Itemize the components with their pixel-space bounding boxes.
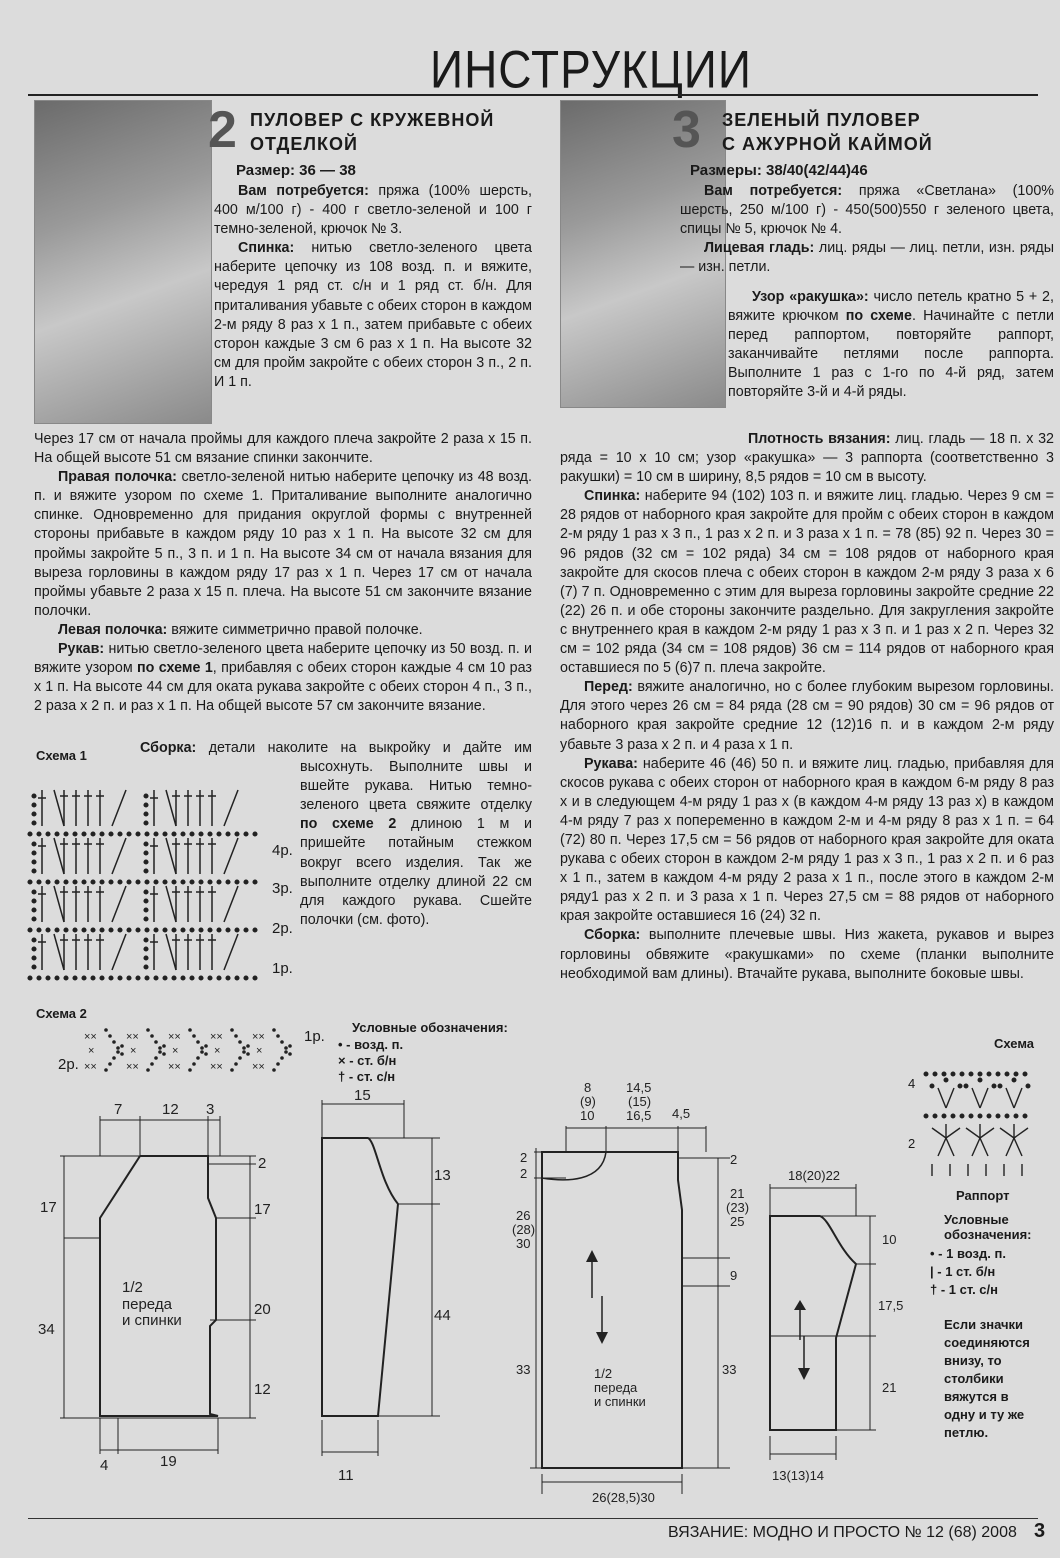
scheme-3-label: Схема: [994, 1036, 1035, 1051]
project-number-3: 3: [672, 101, 701, 159]
scheme-2-diagram: [84, 1020, 304, 1084]
svg-text:×: ×: [88, 1045, 95, 1057]
scheme-2-label: Схема 2: [36, 1006, 87, 1021]
pattern-3-half: 1/2: [594, 1366, 613, 1381]
p3-sleeve-label: Рукава:: [584, 755, 638, 772]
dim-16-5: 16,5: [626, 1108, 652, 1123]
dim-30: 30: [516, 1236, 531, 1251]
p3-density-text: лиц. гладь — 18 п. х 32 ряда = 10 х 10 см; узор «ракушка» — 3 раппорта (соответственно 3 ракушки) = 10 см в ширину, 8,5 рядов = 10 см в высоту.: [560, 431, 1054, 486]
assembly-label: Сборка:: [140, 740, 197, 756]
dim-sleeve-17-5: 17,5: [878, 1298, 904, 1313]
note-line-2: соединяются: [944, 1335, 1030, 1350]
assembly-text-2: длиною 1 м и пришейте потайным стежком вокруг всего изделия. Так же выполните отделку длиной 22 см для каждого рукава. Сшейте полочки (см. фото).: [300, 816, 532, 928]
p3-need-text: пряжа «Светлана» (100% шерсть, 250 м/100 г) - 450(500)550 г зеленого цвета, спицы № 5, крючок № 4.: [680, 183, 1054, 238]
dim-20: 20: [254, 1301, 271, 1318]
dim-sleeve-15: 15: [354, 1087, 371, 1104]
p3-assembly-label: Сборка:: [584, 927, 641, 944]
dim-4: 4: [100, 1457, 109, 1474]
back-label: Спинка:: [238, 240, 295, 257]
back-text: нитью светло-зеленого цвета наберите цепочку из 108 возд. п. и вяжите, чередуя 1 ряд ст. с/н и 1 ряд ст. б/н. Для приталивания убавьте с обеих сторон в каждом 2-м ряду 8 раз х 1 п., затем прибавьте с обеих сторон каждые 3 см 6 раз х 1 п. На высоте 32 см для пройм закройте с обеих сторон 3 п., 2 п. И 1 п.: [214, 240, 532, 390]
dim-3: 3: [206, 1101, 215, 1118]
footer-divider: [28, 1518, 1038, 1519]
pattern-3-back: и спинки: [594, 1394, 646, 1409]
dim-2: 2: [258, 1155, 267, 1172]
project-3-text-top: [680, 182, 1054, 277]
dim-sleeve-10: 10: [882, 1232, 897, 1247]
legend-2-title: Условные обозначения:: [352, 1020, 508, 1035]
p3-back-label: Спинка:: [584, 488, 641, 505]
dim-bottom-width: 26(28,5)30: [592, 1490, 655, 1505]
svg-text:××: ××: [210, 1031, 223, 1043]
scheme-2-row-1: 1р.: [304, 1028, 325, 1045]
p3-face-text: лиц. ряды — лиц. петли, изн. ряды — изн. петли.: [680, 240, 1054, 276]
scheme-1-row-2: 2р.: [272, 920, 293, 937]
sleeve-label: Рукав:: [58, 641, 105, 658]
scheme-3-row-4: 4: [908, 1076, 916, 1091]
legend-2-item-sc: × - ст. б/н: [338, 1053, 397, 1068]
dim-8: 8: [584, 1080, 592, 1095]
p3-back-text: наберите 94 (102) 103 п. и вяжите лиц. гладью. Через 9 см = 28 рядов от наборного края закройте для пройм с обеих сторон в каждом 2-м ряду 1 раз х 3 п., 1 раз х 2 п. и 3 раза х 1 п. = 78 (85) 92 п. Через 30 = 96 рядов (32 см = 102 ряда) 34 см = 108 рядов от наборного края закройте для скосов плеча с обеих сторон в каждом 2-м ряду 3 раза х 6 (7) 7 п. Одновременно с этим для выреза горловины закройте средние 22 (22) 26 п. и обе стороны закончите раздельно. Для закругления закройте с внутреннего края в каждом 2-м ряду 1 раз х 3 п. и 1 раз х 2 п. Через 32 см = 102 ряда (34 см = 108 рядов) 36 см = 114 рядов от наборного края оставшиеся по 5 (6)7 п. плеча закройте.: [560, 488, 1054, 677]
footer-publication: ВЯЗАНИЕ: МОДНО И ПРОСТО № 12 (68) 2008: [668, 1524, 1017, 1541]
dim-9: (9): [580, 1094, 596, 1109]
page-title: ИНСТРУКЦИИ: [430, 39, 752, 99]
right-front-text: светло-зеленой нитью наберите цепочку из 48 возд. п. и вяжите узором по схеме 1. Приталивание выполните аналогично спинке. Одновременно для придания округлой формы с внутренней стороны прибавьте в каждом ряду 10 раз х 1 п. На высоте 32 см для проймы закройте 5 п., 3 п. и 1 п. На высоте 34 см от начала вязания для выреза горловины в каждом ряду 17 раз х 1 п. Через 17 см от начала проймы убавьте 2 раза х 15 п. плеча. На высоте 51 см закончите вязание полочки.: [34, 469, 533, 619]
need-label: Вам потребуется:: [238, 183, 369, 199]
p3-need-label: Вам потребуется:: [704, 183, 843, 199]
p3-front-label: Перед:: [584, 679, 633, 696]
dim-33-left: 33: [516, 1362, 531, 1377]
scheme-1-row-1: 1р.: [272, 960, 293, 977]
project-2-text-top: [214, 182, 532, 392]
svg-text:×: ×: [256, 1045, 263, 1057]
project-3-title-line2: С АЖУРНОЙ КАЙМОЙ: [722, 134, 933, 154]
rapport-label: Раппорт: [956, 1188, 1010, 1203]
p3-shell-label: Узор «ракушка»:: [752, 289, 869, 305]
need-text: пряжа (100% шерсть, 400 м/100 г) - 400 г светло-зеленой и 100 г темно-зеленой, крючок № 3.: [214, 183, 532, 238]
dim-9-right: 9: [730, 1268, 738, 1283]
scheme-1-row-4: 4р.: [272, 842, 293, 859]
scheme-1-row-3: 3р.: [272, 880, 293, 897]
project-number-2: 2: [208, 101, 237, 159]
dim-2-right: 2: [730, 1152, 738, 1167]
note-line-5: вяжутся в: [944, 1389, 1009, 1404]
project-3-text-body: [560, 430, 1054, 984]
dim-sleeve-44: 44: [434, 1307, 451, 1324]
dim-23: (23): [726, 1200, 750, 1215]
pattern-3-body: [506, 1078, 750, 1505]
project-2-title-line1: ПУЛОВЕР С КРУЖЕВНОЙ: [250, 110, 495, 130]
dim-19: 19: [160, 1453, 177, 1470]
scheme-3-row-2: 2: [908, 1136, 916, 1151]
pattern-2-body: [30, 1098, 290, 1478]
p3-shell-text-2: . Начинайте с петли перед раппортом, повторяйте раппорт, заканчивайте петлями после раппорта. Выполните 1 раз с 1-го по 4-й ряд, затем повторяйте 3-й и 4-й ряды.: [728, 308, 1054, 401]
dim-sleeve-11: 11: [338, 1467, 354, 1484]
scheme-3-note: [944, 1316, 1030, 1442]
p3-sleeve-text: наберите 46 (46) 50 п. и вяжите лиц. гладью, прибавляя для скосов рукава с обеих сторон от наборного края в каждом 6-м ряду 8 раз х и в следующем 4-м ряду 1 раз х (в каждом 4-м ряду 13 раз х) в каждом 4-м ряду 7 раз х попеременно в каждом 2-м и 4-м ряду 8 раз х 1 п. = 64 (72) 80 п. Через 17,5 см = 56 рядов от наборного края закройте для оката рукава с обеих сторон в каждом 2-м ряду 1 раз х 3 п., 1 раз х 2 п. и 6 раз х 1 п., затем в каждом 4-м ряду 2 раза х 1 п., после этого в каждом 2-м ряду1 раз х 2 п. и 3 раза х 1 п. Через 27,5 см = 88 рядов от наборного края закройте оставшиеся 16 (24) 32 п.: [560, 755, 1054, 925]
legend-2-item-dc: † - ст. с/н: [338, 1069, 396, 1084]
page-number: 3: [1034, 1520, 1046, 1542]
svg-text:×: ×: [214, 1045, 221, 1057]
project-2-text-body: [34, 430, 532, 716]
svg-text:××: ××: [126, 1061, 139, 1073]
dim-15: (15): [628, 1094, 652, 1109]
legend-3-title: [944, 1212, 1032, 1242]
back-text-continued: Через 17 см от начала проймы для каждого плеча закройте 2 раза х 15 п. На общей высоте 51 см вязание спинки закончите.: [34, 431, 532, 467]
svg-text:××: ××: [252, 1031, 265, 1043]
dim-2-left: 2: [520, 1150, 528, 1165]
note-line-3: внизу, то: [944, 1353, 1002, 1368]
legend-3-item-dc: † - 1 ст. с/н: [930, 1282, 998, 1297]
sleeve-scheme-ref: по схеме 1: [137, 660, 213, 677]
dim-12b: 12: [254, 1381, 271, 1398]
svg-text:××: ××: [126, 1031, 139, 1043]
photo-pullover-lace: [34, 100, 212, 424]
dim-10: 10: [580, 1108, 595, 1123]
note-line-7: петлю.: [944, 1425, 989, 1440]
project-2-title: [250, 108, 494, 156]
project-3-title-line1: ЗЕЛЕНЫЙ ПУЛОВЕР: [722, 110, 921, 130]
svg-text:××: ××: [252, 1061, 265, 1073]
svg-text:××: ××: [210, 1061, 223, 1073]
project-2-size: Размер: 36 — 38: [236, 162, 356, 179]
left-front-text: вяжите симметрично правой полочке.: [167, 621, 423, 638]
dim-25: 25: [730, 1214, 745, 1229]
assembly-text: детали наколите на выкройку и дайте им высохнуть. Выполните швы и вшейте рукава. Нитью темно-зеленого цвета свяжите отделку: [196, 740, 532, 814]
dim-14-5: 14,5: [626, 1080, 652, 1095]
p3-assembly-text: выполните плечевые швы. Низ жакета, рукавов и вырез горловины обвяжите «ракушками» по схеме (планки выполните необходимой вам длины). Втачайте рукава, выполните боковые швы.: [560, 927, 1054, 982]
p3-shell-text: число петель кратно 5 + 2, вяжите крючком: [728, 289, 1054, 325]
dim-4-5: 4,5: [672, 1106, 691, 1121]
project-2-title-line2: ОТДЕЛКОЙ: [250, 134, 358, 154]
svg-text:××: ××: [168, 1061, 181, 1073]
dim-sleeve-18: 18(20)22: [788, 1168, 841, 1183]
project-3-size: Размеры: 38/40(42/44)46: [690, 162, 868, 179]
svg-text:××: ××: [168, 1031, 181, 1043]
dim-7: 7: [114, 1101, 123, 1118]
pattern-3-front: переда: [594, 1380, 638, 1395]
svg-text:××: ××: [84, 1061, 97, 1073]
sleeve-text: нитью светло-зеленого цвета наберите цепочку из 50 возд. п. и вяжите узором: [34, 641, 532, 677]
pattern-2-front: переда: [122, 1296, 172, 1313]
svg-text:××: ××: [84, 1031, 97, 1043]
project-3-shell: [728, 288, 1054, 403]
p3-front-text: вяжите аналогично, но с более глубоким вырезом горловины. Для этого через 26 см = 84 ряда (28 см = 90 рядов) 30 см = 96 рядов от наборного края закройте средние 12 (12)16 п. и в каждом 2-м ряду убавьте 3 раза х 2 п. и 4 раза х 1 п.: [560, 679, 1054, 753]
scheme-2-row-2: 2р.: [58, 1056, 79, 1073]
legend-3-title-1: Условные: [944, 1212, 1009, 1227]
dim-17a: 17: [40, 1199, 57, 1216]
note-line-6: одну и ту же: [944, 1407, 1025, 1422]
pattern-2-back: и спинки: [122, 1312, 182, 1329]
right-front-label: Правая полочка:: [58, 469, 177, 486]
dim-33-right: 33: [722, 1362, 737, 1377]
p3-density-label: Плотность вязания:: [748, 431, 891, 447]
scheme-1-label: Схема 1: [36, 748, 87, 763]
scheme-1-diagram: [30, 770, 270, 1000]
legend-3-item-chain: • - 1 возд. п.: [930, 1246, 1006, 1261]
dim-34: 34: [38, 1321, 55, 1338]
legend-3-title-2: обозначения:: [944, 1227, 1032, 1242]
pattern-2-half: 1/2: [122, 1279, 143, 1296]
svg-text:×: ×: [172, 1045, 179, 1057]
assembly-scheme-ref: по схеме 2: [300, 816, 397, 833]
left-front-label: Левая полочка:: [58, 621, 168, 638]
pattern-2-sleeve: [300, 1086, 470, 1486]
dim-sleeve-21: 21: [882, 1380, 897, 1395]
pattern-3-sleeve: [760, 1160, 910, 1490]
scheme-3-diagram: [906, 1068, 1036, 1180]
p3-shell-scheme-ref: по схеме: [845, 308, 912, 325]
dim-21: 21: [730, 1186, 745, 1201]
svg-text:×: ×: [130, 1045, 137, 1057]
note-line-1: Если значки: [944, 1317, 1024, 1332]
dim-sleeve-13: 13(13)14: [772, 1468, 825, 1483]
sleeve-text-2: , прибавляя с обеих сторон каждые 4 см 10 раз х 1 п. На высоте 44 см для оката рукава закройте с обеих сторон 4 п., 3 п., 2 раза х 2 п. и раз х 1 п. На общей высоте 57 см закончите вязание.: [34, 660, 532, 715]
dim-26: 26: [516, 1208, 531, 1223]
dim-17b: 17: [254, 1201, 271, 1218]
legend-3-item-sc: | - 1 ст. б/н: [930, 1264, 996, 1279]
dim-28: (28): [512, 1222, 536, 1237]
dim-sleeve-13: 13: [434, 1167, 451, 1184]
project-3-title: [722, 108, 933, 156]
p3-face-label: Лицевая гладь:: [704, 240, 815, 257]
note-line-4: столбики: [944, 1371, 1004, 1386]
dim-2-left-b: 2: [520, 1166, 528, 1181]
dim-12: 12: [162, 1101, 179, 1118]
header-divider: [28, 94, 1038, 96]
legend-2-item-chain: • - возд. п.: [338, 1037, 404, 1052]
